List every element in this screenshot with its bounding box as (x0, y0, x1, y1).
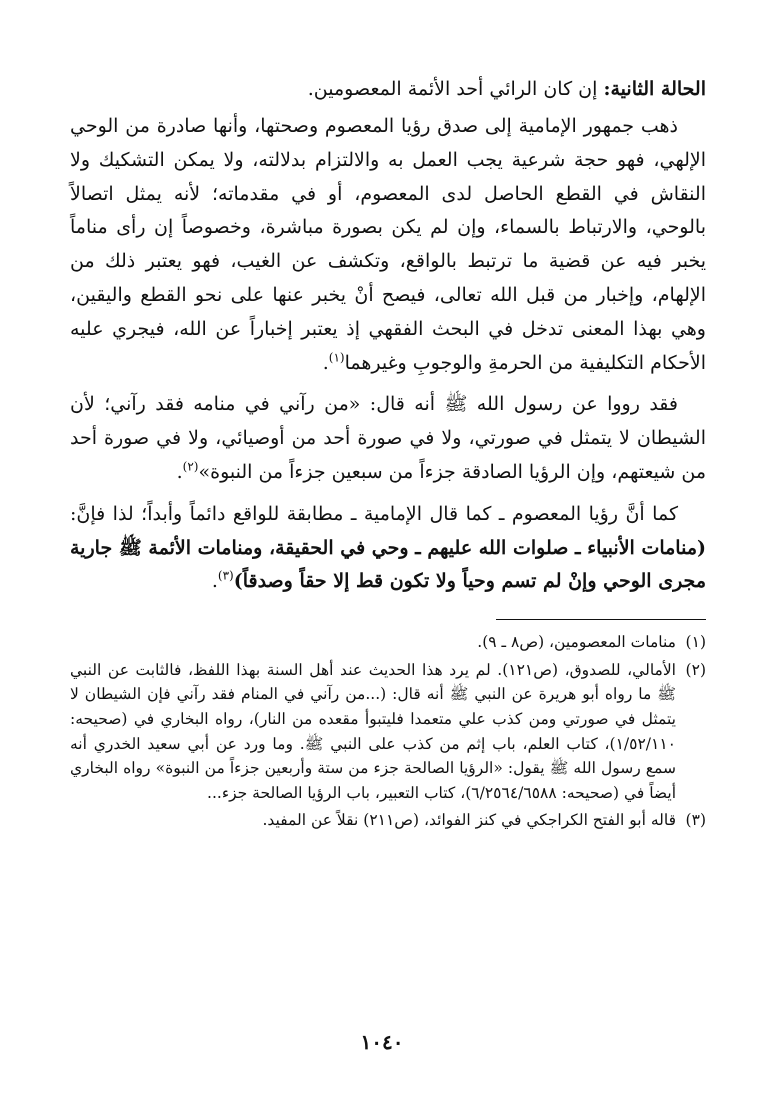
section-heading (70, 72, 706, 106)
paragraph-2-text: فقد رووا عن رسول الله ﷺ أنه قال: «من رآني في منامه فقد رآني؛ لأن الشيطان لا يتمثل في صورتي، ولا في صورة أحد من أوصيائي، ولا في صورة أحد من شيعتهم، وإن الرؤيا الصادقة جزءاً من سبعين جزءاً من النبوة» (70, 393, 706, 483)
page-body (70, 72, 706, 836)
footnote-1-number: (١) (685, 633, 706, 652)
paragraph-3-quote: (منامات الأنبياء ـ صلوات الله عليهم ـ وحي في الحقيقة، ومنامات الأئمة ﷺ جارية مجرى الوحي وإنْ لم تسم وحياً ولا تكون قط إلا حقاً وصدقاً) (70, 536, 706, 593)
footnote-ref-3: (٣) (217, 569, 234, 584)
page-number: ١٠٤٠ (360, 1030, 404, 1054)
footnote-3-number: (٣) (685, 811, 706, 830)
footnote-3-text: قاله أبو الفتح الكراجكي في كنز الفوائد، (ص٢١١) نقلاً عن المفيد. (262, 811, 676, 830)
paragraph-1-end: . (322, 351, 329, 374)
footnote-2 (70, 658, 706, 806)
footnote-ref-1: (١) (328, 350, 345, 365)
heading-rest: إن كان الرائي أحد الأئمة المعصومين. (307, 78, 598, 100)
footnote-ref-2: (٢) (182, 459, 199, 474)
heading-lead: الحالة الثانية: (603, 78, 706, 100)
paragraph-1 (70, 110, 706, 380)
footnote-1 (70, 630, 706, 655)
paragraph-3-lead: كما أنَّ رؤيا المعصوم ـ كما قال الإمامية ـ مطابقة للواقع دائماً وأبداً؛ لذا فإنَّ: (70, 502, 678, 525)
footnote-3 (70, 808, 706, 833)
footnote-1-text: منامات المعصومين، (ص٨ ـ ٩). (477, 633, 676, 652)
paragraph-2 (70, 388, 706, 489)
footnote-divider (496, 619, 706, 620)
paragraph-1-text: ذهب جمهور الإمامية إلى صدق رؤيا المعصوم وصحتها، وأنها صادرة من الوحي الإلهي، فهو حجة شرعية يجب العمل به والالتزام بدلالته، ولا يمكن التشكيك ولا النقاش في القطع الحاصل لدى المعصوم، أو في مقدماته؛ لأنه يمثل اتصالاً بالوحي، والارتباط بالسماء، وإن لم يكن بصورة مباشرة، وخصوصاً إن رأى مناماً يخبر فيه عن قضية ما ترتبط بالواقع، وتكشف عن الغيب، فهو يعتبر ذلك من الإلهام، وإخبار من قبل الله تعالى، فيصح أنْ يخبر عنها على نحو القطع واليقين، وهي بهذا المعنى تدخل في البحث الفقهي إذ يعتبر إخباراً عن الله، فيجري عليه الأحكام التكليفية من الحرمةِ والوجوبِ وغيرهما (70, 115, 706, 374)
paragraph-3 (70, 498, 706, 599)
paragraph-2-end: . (176, 460, 183, 483)
footnote-2-text: الأمالي، للصدوق، (ص١٢١). لم يرد هذا الحديث عند أهل السنة بهذا اللفظ، فالثابت عن النبي ﷺ ما رواه أبو هريرة عن النبي ﷺ أنه قال: (...من رآني في المنام فقد رآني فإن الشيطان لا يتمثل في صورتي ومن كذب علي متعمدا فليتبوأ مقعده من النار)، رواه البخاري في (صحيحه: ١/٥٢/١١٠)، كتاب العلم، باب إثم من كذب على النبي ﷺ. وما ورد عن أبي سعيد الخدري أنه سمع رسول الله ﷺ يقول: «الرؤيا الصالحة جزء من ستة وأربعين جزءاً من النبوة» رواه البخاري أيضاً في (صحيحه: ٦/٢٥٦٤/٦٥٨٨)، كتاب التعبير، باب الرؤيا الصالحة جزء... (70, 660, 676, 802)
paragraph-3-end: . (211, 570, 218, 593)
footnote-2-number: (٢) (685, 660, 706, 679)
